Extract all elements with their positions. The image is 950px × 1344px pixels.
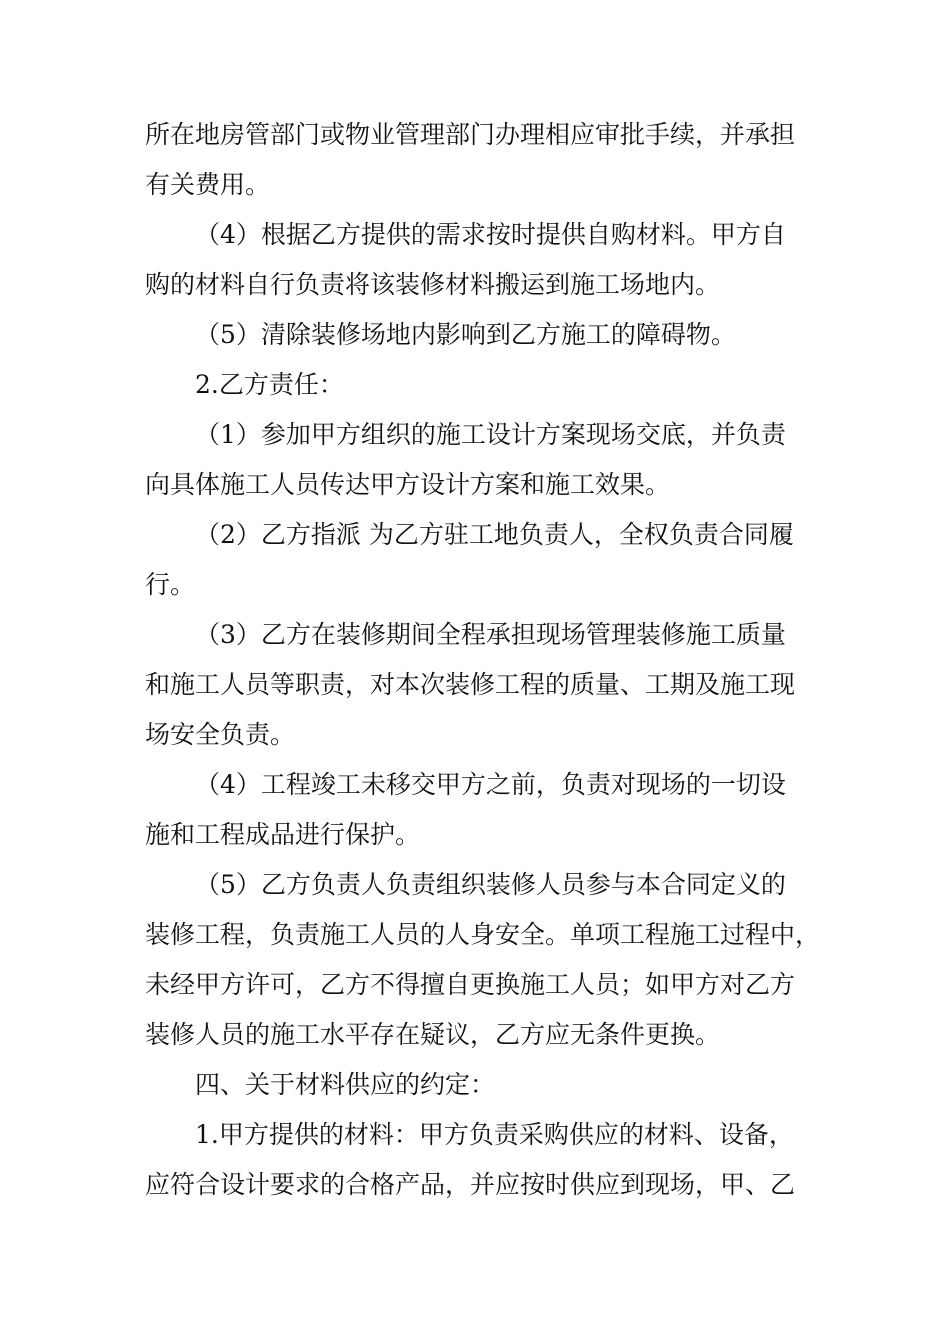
text-line: 装修工程，负责施工人员的人身安全。单项工程施工过程中， [145, 920, 821, 949]
text-line: 应符合设计要求的合格产品，并应按时供应到现场，甲、乙 [145, 1170, 796, 1199]
text-line: 1.甲方提供的材料：甲方负责采购供应的材料、设备， [195, 1120, 794, 1149]
text-line: 所在地房管部门或物业管理部门办理相应审批手续，并承担 [145, 120, 796, 149]
text-line: 和施工人员等职责，对本次装修工程的质量、工期及施工现 [145, 670, 796, 699]
text-line: 未经甲方许可，乙方不得擅自更换施工人员；如甲方对乙方 [145, 970, 796, 999]
text-line: 向具体施工人员传达甲方设计方案和施工效果。 [145, 470, 671, 499]
text-line: 有关费用。 [145, 170, 271, 199]
section-heading: 四、关于材料供应的约定： [195, 1070, 496, 1099]
text-line: （4）工程竣工未移交甲方之前，负责对现场的一切设 [195, 770, 786, 799]
document-body [145, 110, 825, 1210]
text-line: （1）参加甲方组织的施工设计方案现场交底，并负责 [195, 420, 786, 449]
text-line: （4）根据乙方提供的需求按时提供自购材料。甲方自 [195, 220, 786, 249]
text-line: （5）清除装修场地内影响到乙方施工的障碍物。 [195, 320, 736, 349]
text-line: （3）乙方在装修期间全程承担现场管理装修施工质量 [195, 620, 786, 649]
section-heading: 2.乙方责任： [195, 370, 344, 399]
text-line: 购的材料自行负责将该装修材料搬运到施工场地内。 [145, 270, 721, 299]
text-line: （2）乙方指派 为乙方驻工地负责人，全权负责合同履 [195, 520, 794, 549]
text-line: 场安全负责。 [145, 720, 296, 749]
text-line: 装修人员的施工水平存在疑议，乙方应无条件更换。 [145, 1020, 721, 1049]
text-line: 行。 [145, 570, 196, 599]
text-line: 施和工程成品进行保护。 [145, 820, 421, 849]
text-line: （5）乙方负责人负责组织装修人员参与本合同定义的 [195, 870, 786, 899]
